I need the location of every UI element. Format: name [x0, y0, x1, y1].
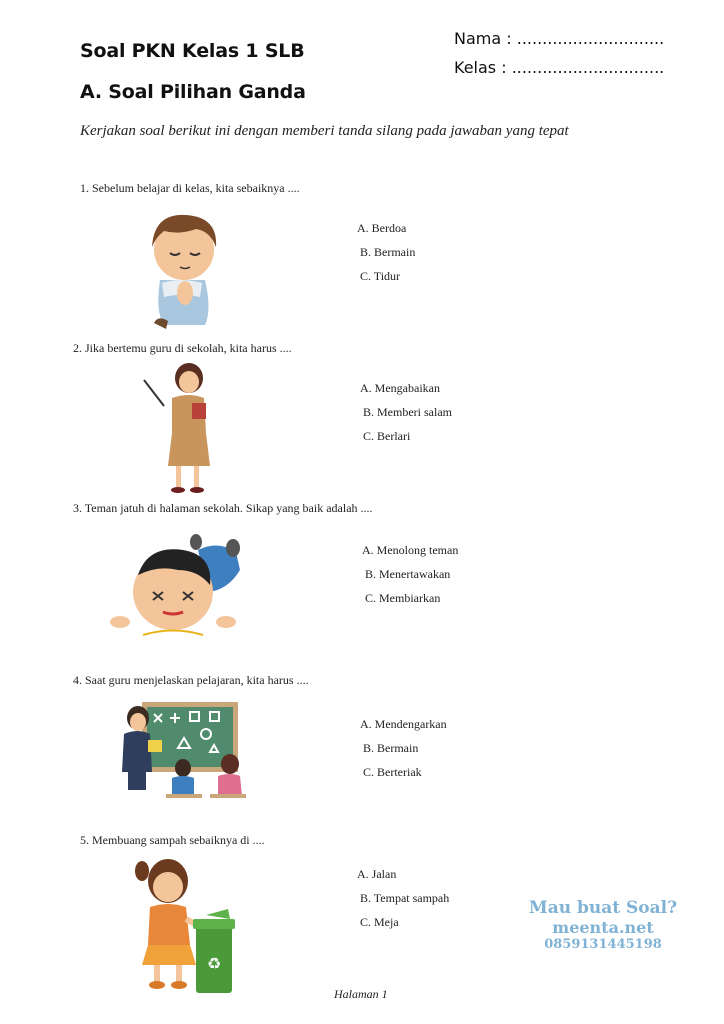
q4-option-b[interactable]: B. Bermain — [363, 741, 419, 755]
q1-option-b[interactable]: B. Bermain — [360, 245, 416, 259]
q2-option-c[interactable]: C. Berlari — [363, 429, 411, 443]
praying-boy-icon — [140, 205, 225, 330]
watermark-line-3: 0859131445198 — [544, 937, 662, 952]
watermark-line-2: meenta.net — [552, 918, 654, 937]
q3-option-c[interactable]: C. Membiarkan — [365, 591, 441, 605]
question-5: 5. Membuang sampah sebaiknya di .... — [80, 833, 265, 847]
q2-option-b[interactable]: B. Memberi salam — [363, 405, 452, 419]
q1-option-a[interactable]: A. Berdoa — [357, 221, 407, 235]
question-2: 2. Jika bertemu guru di sekolah, kita harus .... — [73, 341, 292, 355]
q5-option-b[interactable]: B. Tempat sampah — [360, 891, 450, 905]
q5-option-c[interactable]: C. Meja — [360, 915, 399, 929]
page-title: Soal PKN Kelas 1 SLB — [80, 40, 305, 62]
fallen-boy-icon — [108, 530, 243, 642]
q2-option-a[interactable]: A. Mengabaikan — [360, 381, 440, 395]
svg-text:♻: ♻ — [206, 954, 222, 973]
question-1: 1. Sebelum belajar di kelas, kita sebaiknya .... — [80, 181, 300, 195]
question-3: 3. Teman jatuh di halaman sekolah. Sikap yang baik adalah .... — [73, 501, 373, 515]
name-field[interactable]: Nama : ............................. — [454, 29, 665, 48]
instruction-text: Kerjakan soal berikut ini dengan memberi tanda silang pada jawaban yang tepat — [80, 123, 569, 139]
section-title: A. Soal Pilihan Ganda — [80, 81, 306, 103]
page-number: Halaman 1 — [334, 987, 388, 1001]
q5-option-a[interactable]: A. Jalan — [357, 867, 397, 881]
q3-option-b[interactable]: B. Menertawakan — [365, 567, 451, 581]
watermark-line-1: Mau buat Soal? — [528, 898, 678, 918]
q3-option-a[interactable]: A. Menolong teman — [362, 543, 459, 557]
teacher-with-pointer-icon — [142, 358, 217, 498]
classroom-icon — [118, 700, 248, 822]
q4-option-a[interactable]: A. Mendengarkan — [360, 717, 447, 731]
q1-option-c[interactable]: C. Tidur — [360, 269, 401, 283]
girl-trash-bin-icon — [130, 857, 240, 997]
q4-option-c[interactable]: C. Berteriak — [363, 765, 422, 779]
class-field[interactable]: Kelas : .............................. — [454, 58, 665, 77]
question-4: 4. Saat guru menjelaskan pelajaran, kita harus .... — [73, 673, 309, 687]
